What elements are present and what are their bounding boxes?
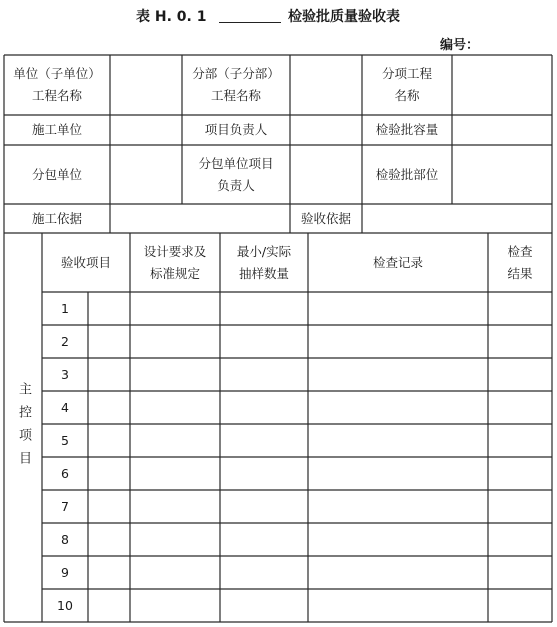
row-number: 3 — [61, 366, 69, 382]
row-number: 5 — [61, 432, 69, 448]
field-project-leader[interactable] — [290, 115, 362, 145]
label-construction-unit: 施工单位 — [31, 122, 82, 137]
row-number: 2 — [61, 333, 69, 349]
label-unit-project-name: 单位（子单位） 工程名称 — [13, 66, 101, 103]
row-number: 7 — [61, 498, 69, 514]
label-subcontract-unit: 分包单位 — [31, 166, 82, 182]
field-division-project-name[interactable] — [290, 55, 362, 115]
table-number: 表 H. 0. 1 — [136, 9, 207, 25]
row-number: 1 — [61, 300, 69, 316]
label-construction-basis: 施工依据 — [31, 210, 82, 226]
column-header-design-requirement: 设计要求及 标准规定 — [143, 243, 207, 281]
form-name: 检验批质量验收表 — [288, 9, 400, 25]
column-header-inspection-result: 检查 结果 — [507, 243, 533, 281]
label-batch-location: 检验批部位 — [375, 166, 439, 182]
label-subcontract-leader: 分包单位项目 负责人 — [198, 155, 274, 193]
field-construction-unit[interactable] — [110, 115, 182, 145]
label-subitem-project-name: 分项工程 名称 — [381, 66, 432, 103]
row-number: 8 — [61, 531, 69, 547]
label-project-leader: 项目负责人 — [204, 122, 268, 137]
label-acceptance-basis: 验收依据 — [300, 210, 351, 226]
field-batch-location[interactable] — [452, 145, 552, 204]
field-subcontract-unit[interactable] — [110, 145, 182, 204]
field-unit-project-name[interactable] — [110, 55, 182, 115]
main-control-items-label: 主控项目 — [16, 381, 31, 474]
row-number: 10 — [57, 597, 73, 613]
label-division-project-name: 分部（子分部） 工程名称 — [192, 66, 280, 103]
row-number: 9 — [61, 564, 69, 580]
field-subitem-project-name[interactable] — [452, 55, 552, 115]
row-number: 6 — [61, 465, 69, 481]
row-number: 4 — [61, 399, 69, 415]
column-header-sample-count: 最小/实际 抽样数量 — [236, 243, 292, 281]
column-header-item: 验收项目 — [60, 254, 111, 270]
field-batch-capacity[interactable] — [452, 115, 552, 145]
label-batch-capacity: 检验批容量 — [375, 122, 439, 137]
field-acceptance-basis[interactable] — [362, 204, 552, 233]
serial-number-label: 编号： — [440, 38, 480, 53]
column-header-inspection-record: 检查记录 — [372, 254, 423, 270]
field-construction-basis[interactable] — [110, 204, 290, 233]
field-subcontract-leader[interactable] — [290, 145, 362, 204]
